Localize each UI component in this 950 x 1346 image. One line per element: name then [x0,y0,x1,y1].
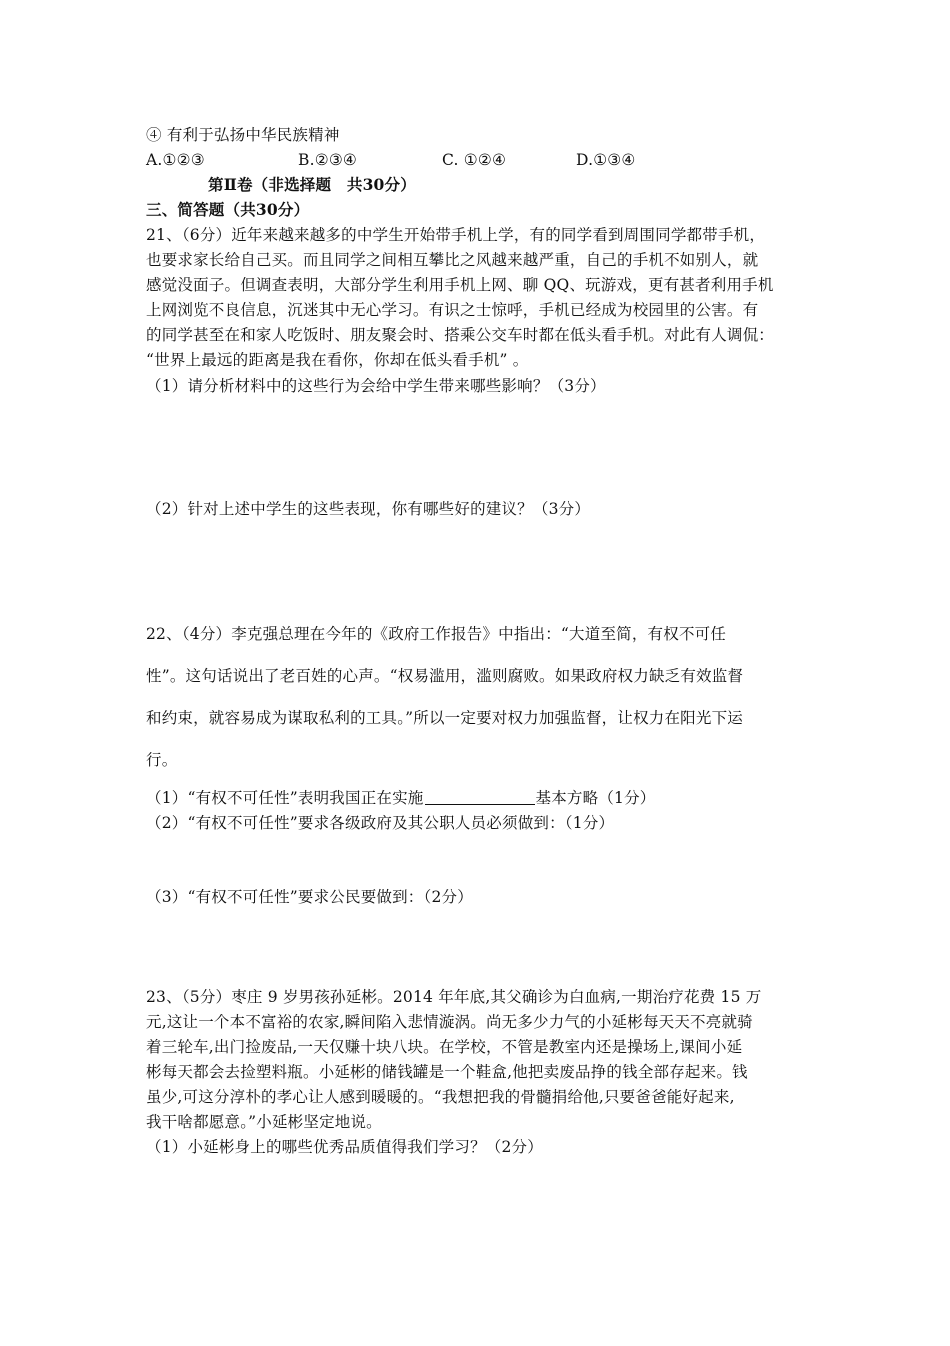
choice-a: A.①②③ [146,151,205,169]
answer-blank[interactable] [425,788,535,805]
q21-text-line: 21、（6分）近年来越来越多的中学生开始带手机上学，有的同学看到周围同学都带手机， [146,226,766,244]
q22-text-line: 性”。这句话说出了老百姓的心声。“权易滥用，滥则腐败。如果政府权力缺乏有效监督 [146,667,744,685]
q23-text-line: 彬每天都会去捡塑料瓶。小延彬的储钱罐是一个鞋盒,他把卖废品挣的钱全部存起来。钱 [146,1063,748,1081]
q23-text-line: 元,这让一个本不富裕的农家,瞬间陷入悲情漩涡。尚无多少力气的小延彬每天天不亮就骑 [146,1013,753,1031]
q21-text-line: 上网浏览不良信息，沉迷其中无心学习。有识之士惊呼，手机已经成为校园里的公害。有 [146,301,759,319]
q23-text-line: 23、（5分）枣庄 9 岁男孩孙延彬。2014 年年底,其父确诊为白血病,一期治疗花费 15 万 [146,988,762,1006]
q22-text-line: 行。 [146,751,178,769]
choice-c: C. ①②④ [442,151,507,169]
q21-text-line: 感觉没面子。但调查表明，大部分学生利用手机上网、聊 QQ、玩游戏，更有甚者利用手机 [146,276,774,294]
choice-d: D.①③④ [576,151,636,169]
q22-text-line: 22、（4分）李克强总理在今年的《政府工作报告》中指出：“大道至简，有权不可任 [146,625,727,643]
choice-b: B.②③④ [298,151,358,169]
q21-text-line: 的同学甚至在和家人吃饭时、朋友聚会时、搭乘公交车时都在低头看手机。对此有人调侃： [146,326,775,344]
q22-sub1-suffix: 基本方略（1分） [535,789,656,807]
q22-sub1-prefix: （1）“有权不可任性”表明我国正在实施 [146,789,424,807]
q23-text-line: 我干啥都愿意。”小延彬坚定地说。 [146,1113,382,1131]
q22-text-line: 和约束，就容易成为谋取私利的工具。”所以一定要对权力加强监督，让权力在阳光下运 [146,709,743,727]
section3-title: 三、简答题（共30分） [146,200,310,219]
q23-text-line: 虽少,可这分淳朴的孝心让人感到暖暖的。“我想把我的骨髓捐给他,只要爸爸能好起来, [146,1088,735,1106]
q21-sub1: （1）请分析材料中的这些行为会给中学生带来哪些影响？（3分） [146,377,606,395]
part2-title: 第Ⅱ卷（非选择题 共30分） [208,175,416,194]
q23-sub1: （1）小延彬身上的哪些优秀品质值得我们学习？（2分） [146,1138,543,1156]
q23-text-line: 着三轮车,出门捡废品,一天仅赚十块八块。在学校，不管是教室内还是操场上,课间小延 [146,1038,743,1056]
q21-text-line: “世界上最远的距离是我在看你，你却在低头看手机” 。 [146,351,529,369]
q22-sub1 [146,787,836,809]
q22-sub3: （3）“有权不可任性”要求公民要做到：（2分） [146,888,473,906]
q22-sub2: （2）“有权不可任性”要求各级政府及其公职人员必须做到：（1分） [146,814,615,832]
q21-text-line: 也要求家长给自己买。而且同学之间相互攀比之风越来越严重，自己的手机不如别人，就 [146,251,759,269]
q20-option-4: ④ 有利于弘扬中华民族精神 [146,126,340,144]
q21-sub2: （2）针对上述中学生的这些表现，你有哪些好的建议？（3分） [146,500,591,518]
